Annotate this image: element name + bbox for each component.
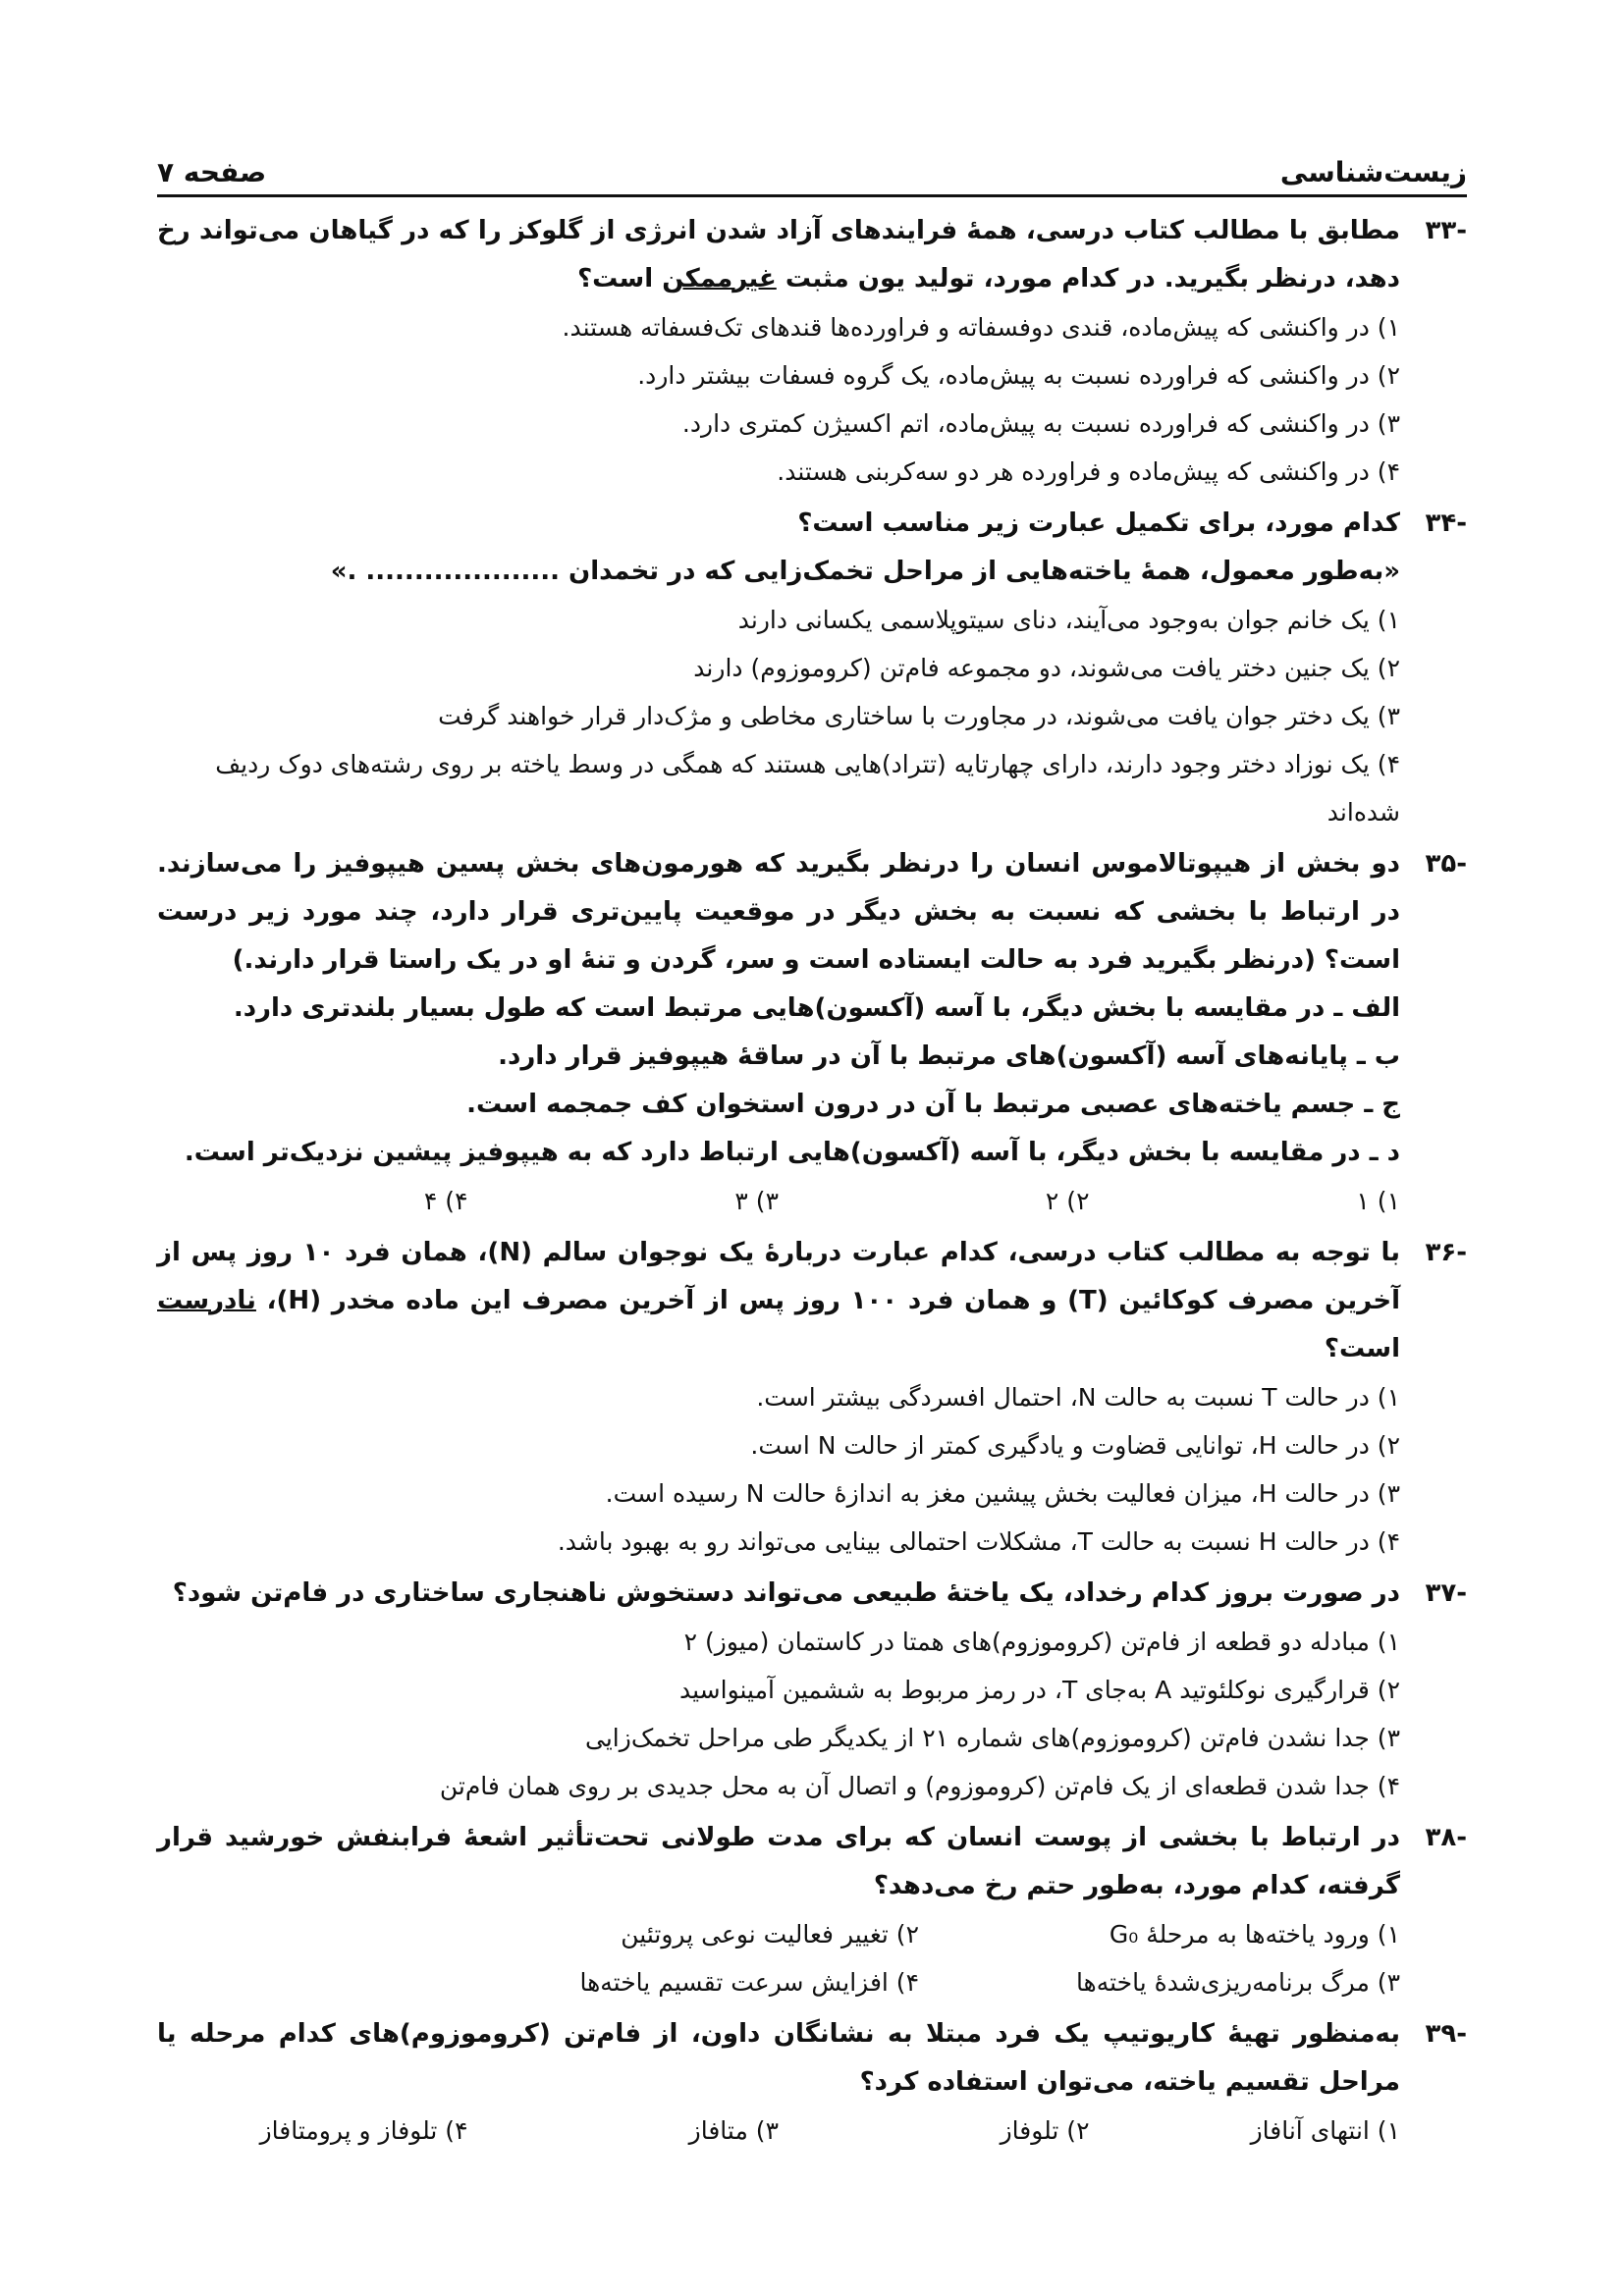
question-33 [157, 207, 1467, 496]
underlined-word: نادرست [157, 1286, 256, 1315]
question-35 [157, 840, 1467, 1225]
question-39 [157, 2010, 1467, 2155]
question-stem: به‌منظور تهیهٔ کاریوتیپ یک فرد مبتلا به نشانگان داون، از فام‌تن (کروموزوم)های کدام مرحله یا مراحل تقسیم یاخته، می‌توان استفاده کرد؟ [157, 2019, 1400, 2097]
question-number: -۳۳ [1425, 216, 1467, 245]
option: ۱) در واکنشی که پیش‌ماده، قندی دوفسفاته و فراورده‌ها قندهای تک‌فسفاته هستند. [562, 313, 1400, 342]
option: ۲) یک جنین دختر یافت می‌شوند، دو مجموعه فام‌تن (کروموزوم) دارند [693, 654, 1400, 682]
option: ۲) در واکنشی که فراورده نسبت به پیش‌ماده، یک گروه فسفات بیشتر دارد. [637, 361, 1400, 390]
option: ۲) تلوفاز [1000, 2116, 1090, 2145]
statement: ب ـ پایانه‌های آسه (آکسون)های مرتبط با آن در ساقهٔ هیپوفیز قرار دارد. [498, 1041, 1400, 1071]
option: ۲) در حالت H، توانایی قضاوت و یادگیری کمتر از حالت N است. [750, 1431, 1400, 1460]
question-38 [157, 1814, 1467, 2006]
option: ۱) انتهای آنافاز [1250, 2116, 1400, 2145]
question-number: -۳۴ [1425, 508, 1467, 538]
options-row [157, 2107, 1400, 2155]
question-stem: مطابق با مطالب کتاب درسی، همهٔ فرایندهای آزاد شدن انرژی از گلوکز را که در گیاهان می‌تواند رخ دهد، درنظر بگیرید. در کدام مورد، تولید یون مثبت غیرممکن است؟ [157, 216, 1400, 294]
statement: د ـ در مقایسه با بخش دیگر، با آسه (آکسون)هایی ارتباط دارد که به هیپوفیز پیشین نزدیک‌تر است. [184, 1138, 1400, 1167]
question-34 [157, 500, 1467, 836]
option: ۴) افزایش سرعت تقسیم یاخته‌ها [579, 1968, 919, 1997]
question-number: -۳۵ [1425, 849, 1467, 879]
question-stem: در صورت بروز کدام رخداد، یک یاختهٔ طبیعی می‌تواند دستخوش ناهنجاری ساختاری در فام‌تن شود؟ [172, 1578, 1400, 1608]
option: ۴) یک نوزاد دختر وجود دارند، دارای چهارتایه (تتراد)هایی هستند که همگی در وسط یاخته بر روی رشته‌های دوک ردیف شده‌اند [215, 750, 1400, 827]
options-grid [438, 1910, 1400, 2006]
option: ۲) ۲ [1045, 1187, 1090, 1215]
option: ۳) جدا نشدن فام‌تن (کروموزوم)های شماره ۲۱ از یکدیگر طی مراحل تخمک‌زایی [585, 1724, 1400, 1752]
option: ۳) در واکنشی که فراورده نسبت به پیش‌ماده، اتم اکسیژن کمتری دارد. [681, 409, 1400, 438]
option: ۱) ۱ [1356, 1187, 1400, 1215]
question-stem: با توجه به مطالب کتاب درسی، کدام عبارت دربارهٔ یک نوجوان سالم (N)، همان فرد ۱۰ روز پس از آخرین مصرف کوکائین (T) و همان فرد ۱۰۰ روز پس از آخرین مصرف این ماده مخدر (H)، نادرست است؟ [157, 1238, 1400, 1363]
option: ۴) در حالت H نسبت به حالت T، مشکلات احتمالی بینایی می‌تواند رو به بهبود باشد. [557, 1527, 1400, 1556]
question-number: -۳۹ [1425, 2019, 1467, 2049]
options-row [157, 1177, 1400, 1225]
option: ۳) ۳ [734, 1187, 779, 1215]
statement: ج ـ جسم یاخته‌های عصبی مرتبط با آن در درون استخوان کف جمجمه است. [466, 1090, 1400, 1119]
statement: الف ـ در مقایسه با بخش دیگر، با آسه (آکسون)هایی مرتبط است که طول بسیار بلندتری دارد. [233, 993, 1400, 1023]
option: ۱) یک خانم جوان به‌وجود می‌آیند، دنای سیتوپلاسمی یکسانی دارند [737, 606, 1400, 634]
question-stem: دو بخش از هیپوتالاموس انسان را درنظر بگیرید که هورمون‌های بخش پسین هیپوفیز را می‌سازند. در ارتباط با بخشی که نسبت به بخش دیگر در موقعیت پایین‌تری قرار دارد، چند مورد زیر درست است؟ (درنظر بگیرید فرد به حالت ایستاده است و سر، گردن و تنهٔ او در یک راستا قرار دارند.) [157, 849, 1400, 975]
question-number: -۳۸ [1425, 1823, 1467, 1852]
option: ۲) قرارگیری نوکلئوتید A به‌جای T، در رمز مربوط به ششمین آمینواسید [679, 1676, 1400, 1704]
option: ۴) تلوفاز و پرومتافاز [259, 2116, 468, 2145]
underlined-word: غیرممکن [662, 264, 777, 294]
option: ۳) در حالت H، میزان فعالیت بخش پیشین مغز به اندازهٔ حالت N رسیده است. [605, 1479, 1400, 1508]
subject-title: زیست‌شناسی [1279, 156, 1467, 188]
option: ۴) جدا شدن قطعه‌ای از یک فام‌تن (کروموزوم) و اتصال آن به محل جدیدی بر روی همان فام‌تن [439, 1772, 1400, 1800]
question-number: -۳۶ [1425, 1238, 1467, 1267]
page-header [157, 147, 1467, 197]
page-number: صفحه ۷ [157, 156, 267, 188]
questions-list [157, 207, 1467, 2155]
option: ۱) ورود یاخته‌ها به مرحلهٔ G₀ [1109, 1920, 1400, 1949]
question-37 [157, 1570, 1467, 1810]
question-stem: کدام مورد، برای تکمیل عبارت زیر مناسب است؟ [797, 508, 1400, 538]
option: ۳) مرگ برنامه‌ریزی‌شدهٔ یاخته‌ها [1075, 1968, 1400, 1997]
option: ۱) در حالت T نسبت به حالت N، احتمال افسردگی بیشتر است. [756, 1383, 1400, 1412]
question-36 [157, 1229, 1467, 1566]
option: ۱) مبادله دو قطعه از فام‌تن (کروموزوم)های همتا در کاستمان (میوز) ۲ [683, 1628, 1400, 1656]
option: ۳) یک دختر جوان یافت می‌شوند، در مجاورت با ساختاری مخاطی و مژک‌دار قرار خواهند گرفت [438, 702, 1400, 730]
question-quote: «به‌طور معمول، همهٔ یاخته‌هایی از مراحل تخمک‌زایی که در تخمدان .................... .» [330, 557, 1400, 586]
question-stem: در ارتباط با بخشی از پوست انسان که برای مدت طولانی تحت‌تأثیر اشعهٔ فرابنفش خورشید قرار گرفته، کدام مورد، به‌طور حتم رخ می‌دهد؟ [157, 1823, 1400, 1900]
option: ۴) ۴ [423, 1187, 468, 1215]
exam-page [157, 147, 1467, 2159]
option: ۴) در واکنشی که پیش‌ماده و فراورده هر دو سه‌کربنی هستند. [777, 457, 1400, 486]
option: ۲) تغییر فعالیت نوعی پروتئین [621, 1920, 919, 1949]
option: ۳) متافاز [688, 2116, 779, 2145]
question-number: -۳۷ [1425, 1578, 1467, 1608]
